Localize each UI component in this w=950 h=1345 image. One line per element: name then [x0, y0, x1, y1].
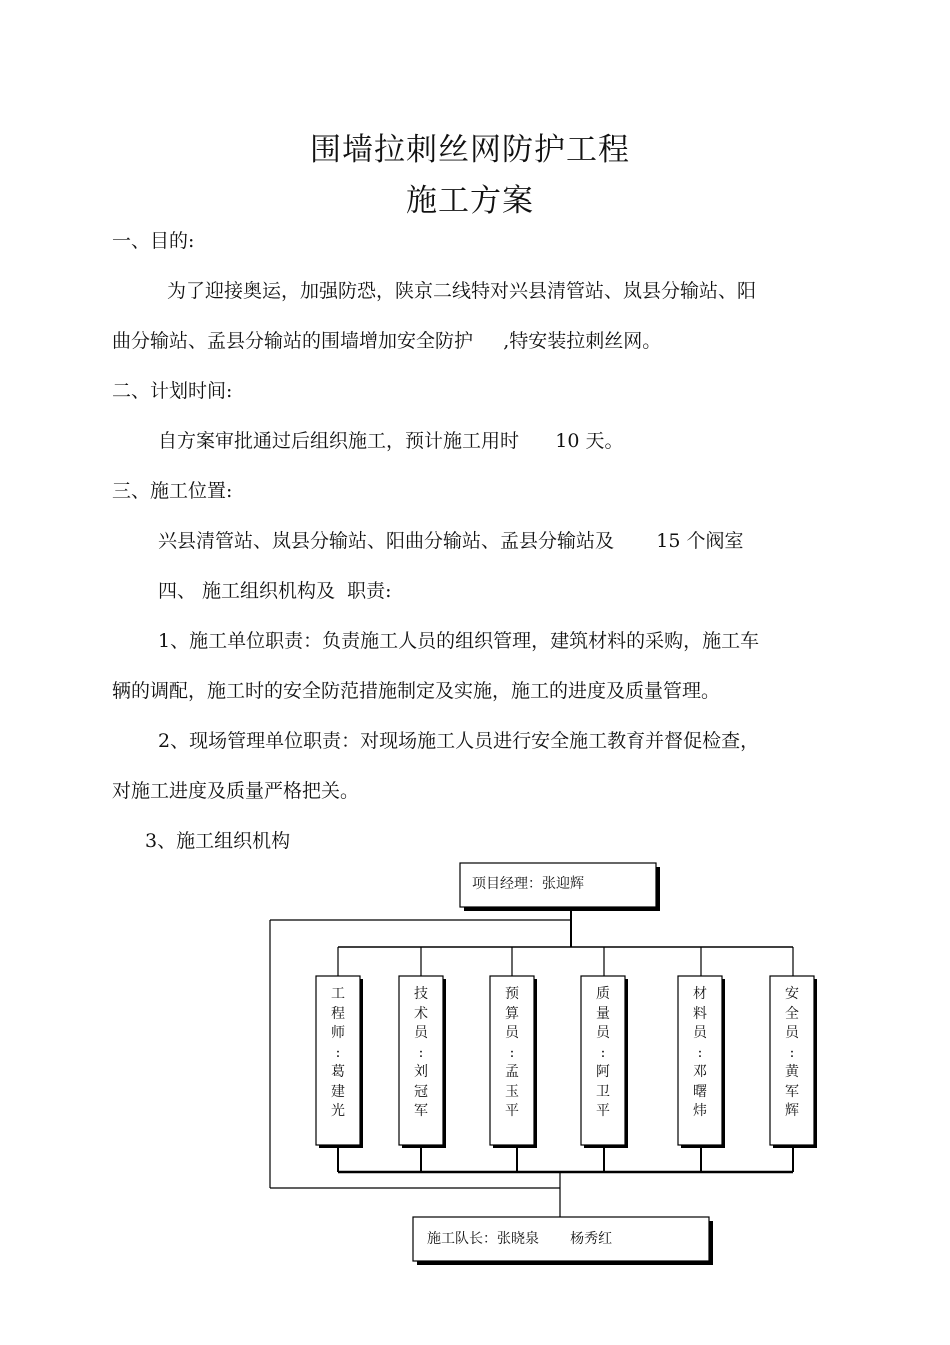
member-2-role: 技 术 员	[414, 986, 428, 1041]
section-4-item-3: 3、施工组织机构	[145, 830, 291, 852]
section-4-item-1-line-2: 辆的调配，施工时的安全防范措施制定及实施，施工的进度及质量管理。	[112, 680, 721, 702]
member-4-role: 质 量 员	[596, 986, 610, 1041]
member-6-name: 黄 军 辉	[785, 1064, 799, 1119]
member-3-name: 孟 玉 平	[505, 1064, 519, 1119]
section-2-heading: 二、计划时间:	[112, 380, 233, 402]
member-4-name: 阿 卫 平	[596, 1064, 610, 1119]
member-2-label: 技 术 员 : 刘 冠 军	[414, 986, 428, 1119]
section-3-paragraph: 兴县清管站、岚县分输站、阳曲分输站、孟县分输站及 15 个阀室	[158, 530, 744, 552]
member-5-label: 材 料 员 : 邓 曙 炜	[693, 986, 707, 1119]
member-1-name: 葛 建 光	[331, 1064, 345, 1119]
section-4-item-2-line-2: 对施工进度及质量严格把关。	[112, 780, 360, 802]
member-1-role: 工 程 师	[331, 986, 345, 1041]
section-1-paragraph-line-2: 曲分输站、孟县分输站的围墙增加安全防护 ,特安装拉刺丝网。	[112, 330, 662, 352]
member-6-label: 安 全 员 : 黄 军 辉	[785, 986, 799, 1119]
member-3-label: 预 算 员 : 孟 玉 平	[505, 986, 519, 1119]
team-leader-label: 施工队长：张晓泉 杨秀红	[427, 1231, 613, 1247]
section-4-heading: 四、 施工组织机构及 职责:	[158, 580, 392, 602]
section-4-item-1-line-1: 1、施工单位职责：负责施工人员的组织管理，建筑材料的采购，施工车	[158, 630, 760, 652]
member-5-name: 邓 曙 炜	[693, 1064, 707, 1119]
member-3-role: 预 算 员	[505, 986, 519, 1041]
section-3-heading: 三、施工位置:	[112, 480, 233, 502]
member-5-role: 材 料 员	[693, 986, 707, 1041]
member-6-role: 安 全 员	[785, 986, 799, 1041]
member-2-name: 刘 冠 军	[414, 1064, 428, 1119]
section-2-paragraph: 自方案审批通过后组织施工，预计施工用时 10 天。	[158, 430, 624, 452]
doc-title: 围墙拉刺丝网防护工程	[310, 132, 630, 168]
section-1-paragraph-line-1: 为了迎接奥运，加强防恐，陕京二线特对兴县清管站、岚县分输站、阳	[167, 280, 757, 302]
member-1-label: 工 程 师 : 葛 建 光	[331, 986, 345, 1119]
member-4-label: 质 量 员 : 阿 卫 平	[596, 986, 610, 1119]
section-1-heading: 一、目的:	[112, 230, 195, 252]
section-4-item-2-line-1: 2、现场管理单位职责：对现场施工人员进行安全施工教育并督促检查，	[158, 730, 760, 752]
doc-subtitle: 施工方案	[406, 183, 534, 219]
project-manager-label: 项目经理：张迎辉	[472, 876, 584, 892]
